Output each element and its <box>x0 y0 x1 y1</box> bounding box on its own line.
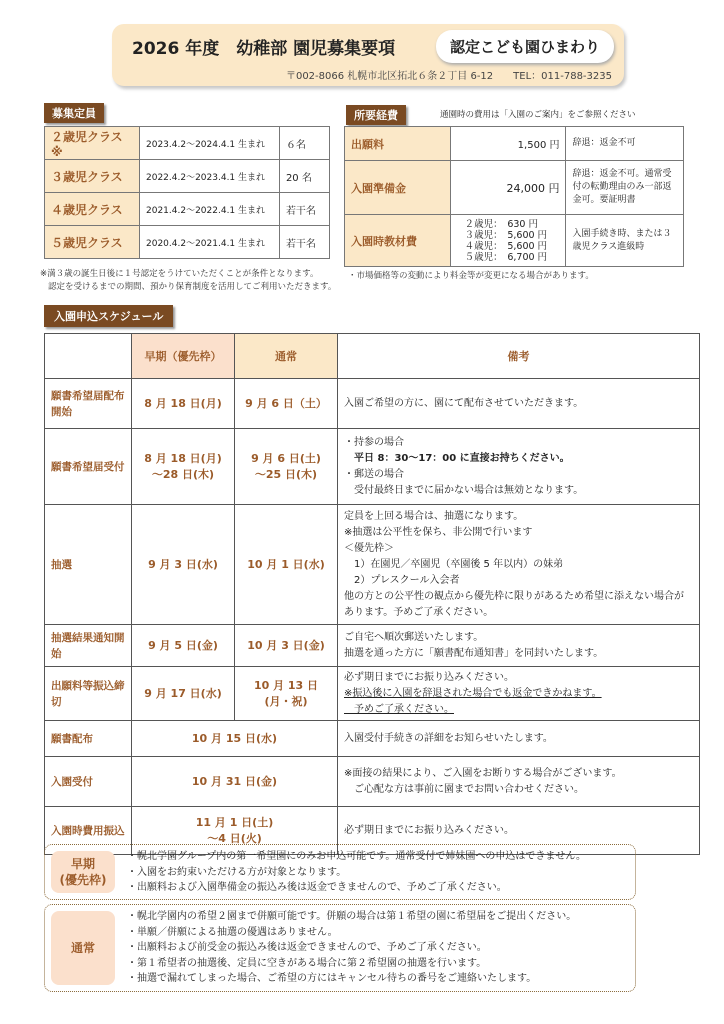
note-item: ・第１希望者の抽選後、定員に空きがある場合に第２希望園の抽選を行います。 <box>127 957 487 969</box>
early-notes-box <box>44 844 636 900</box>
remark-line: 入園ご希望の方に、園にて配布させていただきます。 <box>344 397 584 409</box>
schedule-item-label: 出願料等振込締切 <box>45 667 132 721</box>
quota-row <box>45 127 330 160</box>
schedule-header: 入園申込スケジュール <box>44 305 173 327</box>
remark-line: 必ず期日までにお振り込みください。 <box>344 824 514 836</box>
remark-line: 入園受付手続きの詳細をお知らせいたします。 <box>344 732 553 744</box>
schedule-remarks <box>338 667 700 721</box>
schedule-date-shared: 10 月 15 日(水) <box>132 721 338 757</box>
fee-row-application <box>345 127 684 161</box>
material-item: ５歳児： 6,700 円 <box>464 251 548 263</box>
birth-range: 2020.4.2～2021.4.1 生まれ <box>140 226 280 259</box>
schedule-row <box>45 625 700 667</box>
schedule-date-early: 9 月 17 日(水) <box>132 667 235 721</box>
fee-material-list <box>450 215 566 267</box>
school-address: 〒002-8066 札幌市北区拓北６条２丁目 6-12 TEL：011-788-3235 <box>285 71 612 82</box>
quota-note-line-1: ※満３歳の誕生日後に１号認定をうけていただくことが条件となります。 <box>40 269 319 279</box>
remark-line: ※抽選は公平性を保ち、非公開で行います <box>344 526 533 538</box>
remark-line: ・郵送の場合 <box>344 468 404 480</box>
class-name: ５歳児クラス <box>45 226 140 259</box>
schedule-item-label: 抽選 <box>45 505 132 625</box>
schedule-date-shared: 10 月 31 日(金) <box>132 757 338 807</box>
remark-line: 他の方との公平性の観点から優先枠に限りがあるため希望に添えない場合があります。予めご了承ください。 <box>344 590 684 618</box>
remark-line: ご心配な方は事前に園までお問い合わせください。 <box>344 783 584 795</box>
schedule-col-remarks: 備考 <box>338 334 700 379</box>
material-item: ４歳児： 5,600 円 <box>464 240 548 252</box>
note-item: ・幌北学園内の希望２園まで併願可能です。併願の場合は第１希望の園に希望届をご提出ください。 <box>127 911 577 922</box>
schedule-date-shared: 11 月 1 日(土) ～4 日(火) <box>132 807 338 855</box>
remark-line: 受付最終日までに届かない場合は無効となります。 <box>344 484 584 496</box>
fee-remark: 辞退：返金不可 <box>566 127 684 161</box>
schedule-item-label: 願書希望届配布開始 <box>45 379 132 429</box>
schedule-remarks <box>338 625 700 667</box>
remark-line: ・持参の場合 <box>344 436 404 448</box>
capacity: 若干名 <box>279 193 329 226</box>
school-name: 認定こども園ひまわり <box>436 30 614 63</box>
schedule-date-normal: 10 月 1 日(水) <box>235 505 338 625</box>
schedule-date-early: 8 月 18 日(月) <box>132 379 235 429</box>
fees-header-note: 通園時の費用は「入園のご案内」をご参照ください <box>440 110 636 120</box>
remark-line: 抽選を通った方に「願書配布通知書」を同封いたします。 <box>344 647 604 659</box>
fees-table <box>344 126 684 267</box>
material-item: ３歳児： 5,600 円 <box>464 229 548 241</box>
birth-range: 2022.4.2～2023.4.1 生まれ <box>140 160 280 193</box>
schedule-remarks <box>338 757 700 807</box>
quota-row <box>45 160 330 193</box>
fee-amount: 24,000 円 <box>450 161 566 215</box>
quota-row <box>45 226 330 259</box>
quota-note <box>40 268 336 294</box>
fees-note: ・市場価格等の変動により料金等が変更になる場合があります。 <box>348 271 594 281</box>
material-item: ２歳児： 630 円 <box>464 218 538 230</box>
schedule-date-normal: 10 月 3 日(金) <box>235 625 338 667</box>
birth-range: 2023.4.2～2024.4.1 生まれ <box>140 127 280 160</box>
note-item: ・幌北学園グループ内の第一希望園にのみお申込可能です。通常受付で姉妹園への申込はできません。 <box>127 851 586 862</box>
schedule-remarks <box>338 379 700 429</box>
early-notes-label: 早期 (優先枠) <box>51 851 115 893</box>
schedule-row <box>45 379 700 429</box>
schedule-item-label: 願書希望届受付 <box>45 429 132 505</box>
normal-notes-box <box>44 904 636 992</box>
class-name: ２歳児クラス※ <box>45 127 140 160</box>
schedule-table <box>44 333 700 855</box>
note-item: ・入園をお約束いただける方が対象となります。 <box>127 866 347 878</box>
remark-line: ※振込後に入園を辞退された場合でも返金できかねます。 <box>344 687 602 699</box>
schedule-date-normal: 9 月 6 日(土) ～25 日(木) <box>235 429 338 505</box>
remark-line: ご自宅へ順次郵送いたします。 <box>344 631 484 643</box>
schedule-head-blank <box>45 334 132 379</box>
remark-line: ＜優先枠＞ <box>344 542 394 554</box>
fee-row-enrollment <box>345 161 684 215</box>
fee-remark: 辞退：返金不可。通常受付の転勤理由のみ一部返金可。要証明書 <box>566 161 684 215</box>
page-title: 2026 年度 幼稚部 園児募集要項 <box>132 39 396 59</box>
note-item: ・単願／併願による抽選の優遇はありません。 <box>127 926 338 938</box>
remark-line: 必ず期日までにお振り込みください。 <box>344 671 514 683</box>
schedule-date-early: 9 月 3 日(水) <box>132 505 235 625</box>
normal-notes-list <box>45 905 635 991</box>
remark-line: 2）プレスクール入会者 <box>344 574 460 586</box>
schedule-remarks <box>338 721 700 757</box>
schedule-item-label: 抽選結果通知開始 <box>45 625 132 667</box>
remark-line: 平日 8：30～17：00 に直接お持ちください。 <box>344 452 570 464</box>
quota-table <box>44 126 330 259</box>
schedule-item-label: 入園受付 <box>45 757 132 807</box>
class-name: ３歳児クラス <box>45 160 140 193</box>
title-banner <box>112 24 624 86</box>
schedule-date-early: 9 月 5 日(金) <box>132 625 235 667</box>
fee-label: 入園時教材費 <box>345 215 451 267</box>
fee-label: 出願料 <box>345 127 451 161</box>
schedule-row <box>45 667 700 721</box>
remark-line: ※面接の結果により、ご入園をお断りする場合がございます。 <box>344 767 622 779</box>
fees-header: 所要経費 <box>346 105 406 125</box>
note-item: ・出願料および入園準備金の振込み後は返金できませんので、予めご了承ください。 <box>127 882 507 893</box>
remark-line: 定員を上回る場合は、抽選になります。 <box>344 510 524 522</box>
schedule-item-label: 願書配布 <box>45 721 132 757</box>
remark-line: 1）在園児／卒園児（卒園後 5 年以内）の妹弟 <box>344 558 564 570</box>
capacity: ６名 <box>279 127 329 160</box>
schedule-row <box>45 429 700 505</box>
birth-range: 2021.4.2～2022.4.1 生まれ <box>140 193 280 226</box>
schedule-remarks <box>338 505 700 625</box>
schedule-row <box>45 505 700 625</box>
remark-line: 予めご了承ください。 <box>344 703 454 715</box>
fee-label: 入園準備金 <box>345 161 451 215</box>
note-item: ・出願料および前受金の振込み後は返金できませんので、予めご了承ください。 <box>127 942 487 953</box>
schedule-date-normal: 10 月 13 日 (月・祝) <box>235 667 338 721</box>
class-name: ４歳児クラス <box>45 193 140 226</box>
quota-row <box>45 193 330 226</box>
schedule-head-row <box>45 334 700 379</box>
schedule-row <box>45 721 700 757</box>
capacity: 若干名 <box>279 226 329 259</box>
capacity: 20 名 <box>279 160 329 193</box>
quota-note-line-2: 認定を受けるまでの期間、預かり保育制度を活用してご利用いただきます。 <box>48 282 337 292</box>
schedule-col-early: 早期（優先枠） <box>132 334 235 379</box>
fee-remark: 入園手続き時、または３歳児クラス進級時 <box>566 215 684 267</box>
schedule-col-normal: 通常 <box>235 334 338 379</box>
early-notes-list <box>45 845 635 900</box>
schedule-remarks <box>338 429 700 505</box>
normal-notes-label: 通常 <box>51 911 115 985</box>
fee-amount: 1,500 円 <box>450 127 566 161</box>
schedule-date-normal: 9 月 6 日（土） <box>235 379 338 429</box>
quota-header: 募集定員 <box>44 103 104 123</box>
fee-row-materials <box>345 215 684 267</box>
schedule-date-early: 8 月 18 日(月) ～28 日(木) <box>132 429 235 505</box>
note-item: ・抽選で漏れてしまった場合、ご希望の方にはキャンセル待ちの番号をご連絡いたします。 <box>127 973 537 984</box>
schedule-item-label: 入園時費用振込 <box>45 807 132 855</box>
schedule-row <box>45 757 700 807</box>
